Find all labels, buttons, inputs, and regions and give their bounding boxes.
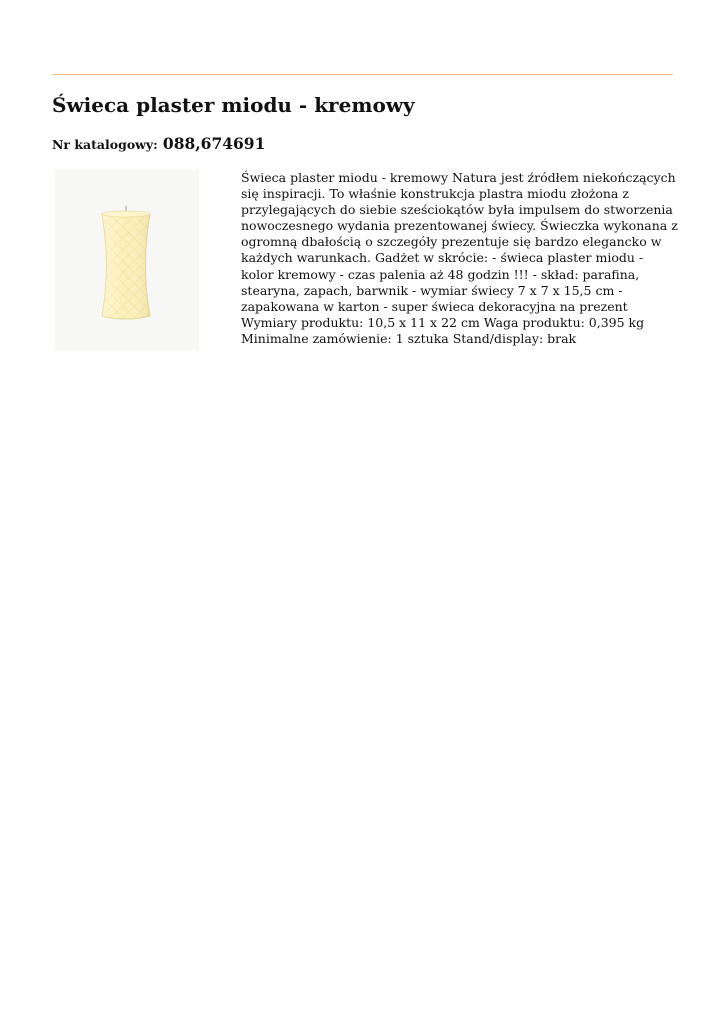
catalog-line	[52, 133, 265, 156]
product-image	[55, 170, 199, 350]
catalog-label: Nr katalogowy:	[52, 137, 158, 152]
header-divider	[52, 74, 673, 75]
catalog-number: 088,674691	[162, 134, 266, 153]
candle-icon	[55, 170, 199, 350]
page-title: Świeca plaster miodu - kremowy	[52, 93, 415, 117]
product-description: Świeca plaster miodu - kremowy Natura jest źródłem niekończących się inspiracji. To właśnie konstrukcja plastra miodu złożona z przylegających do siebie sześciokątów była impulsem do stworzenia nowoczesnego wydania prezentowanej świecy. Świeczka wykonana z ogromną dbałością o szczegóły prezentuje się bardzo elegancko w każdych warunkach. Gadżet w skrócie: - świeca plaster miodu - kolor kremowy - czas palenia aż 48 godzin !!! - skład: parafina, stearyna, zapach, barwnik - wymiar świecy 7 x 7 x 15,5 cm - zapakowana w karton - super świeca dekoracyjna na prezent Wymiary produktu: 10,5 x 11 x 22 cm Waga produktu: 0,395 kg Minimalne zamówienie: 1 sztuka Stand/display: brak	[241, 170, 678, 346]
